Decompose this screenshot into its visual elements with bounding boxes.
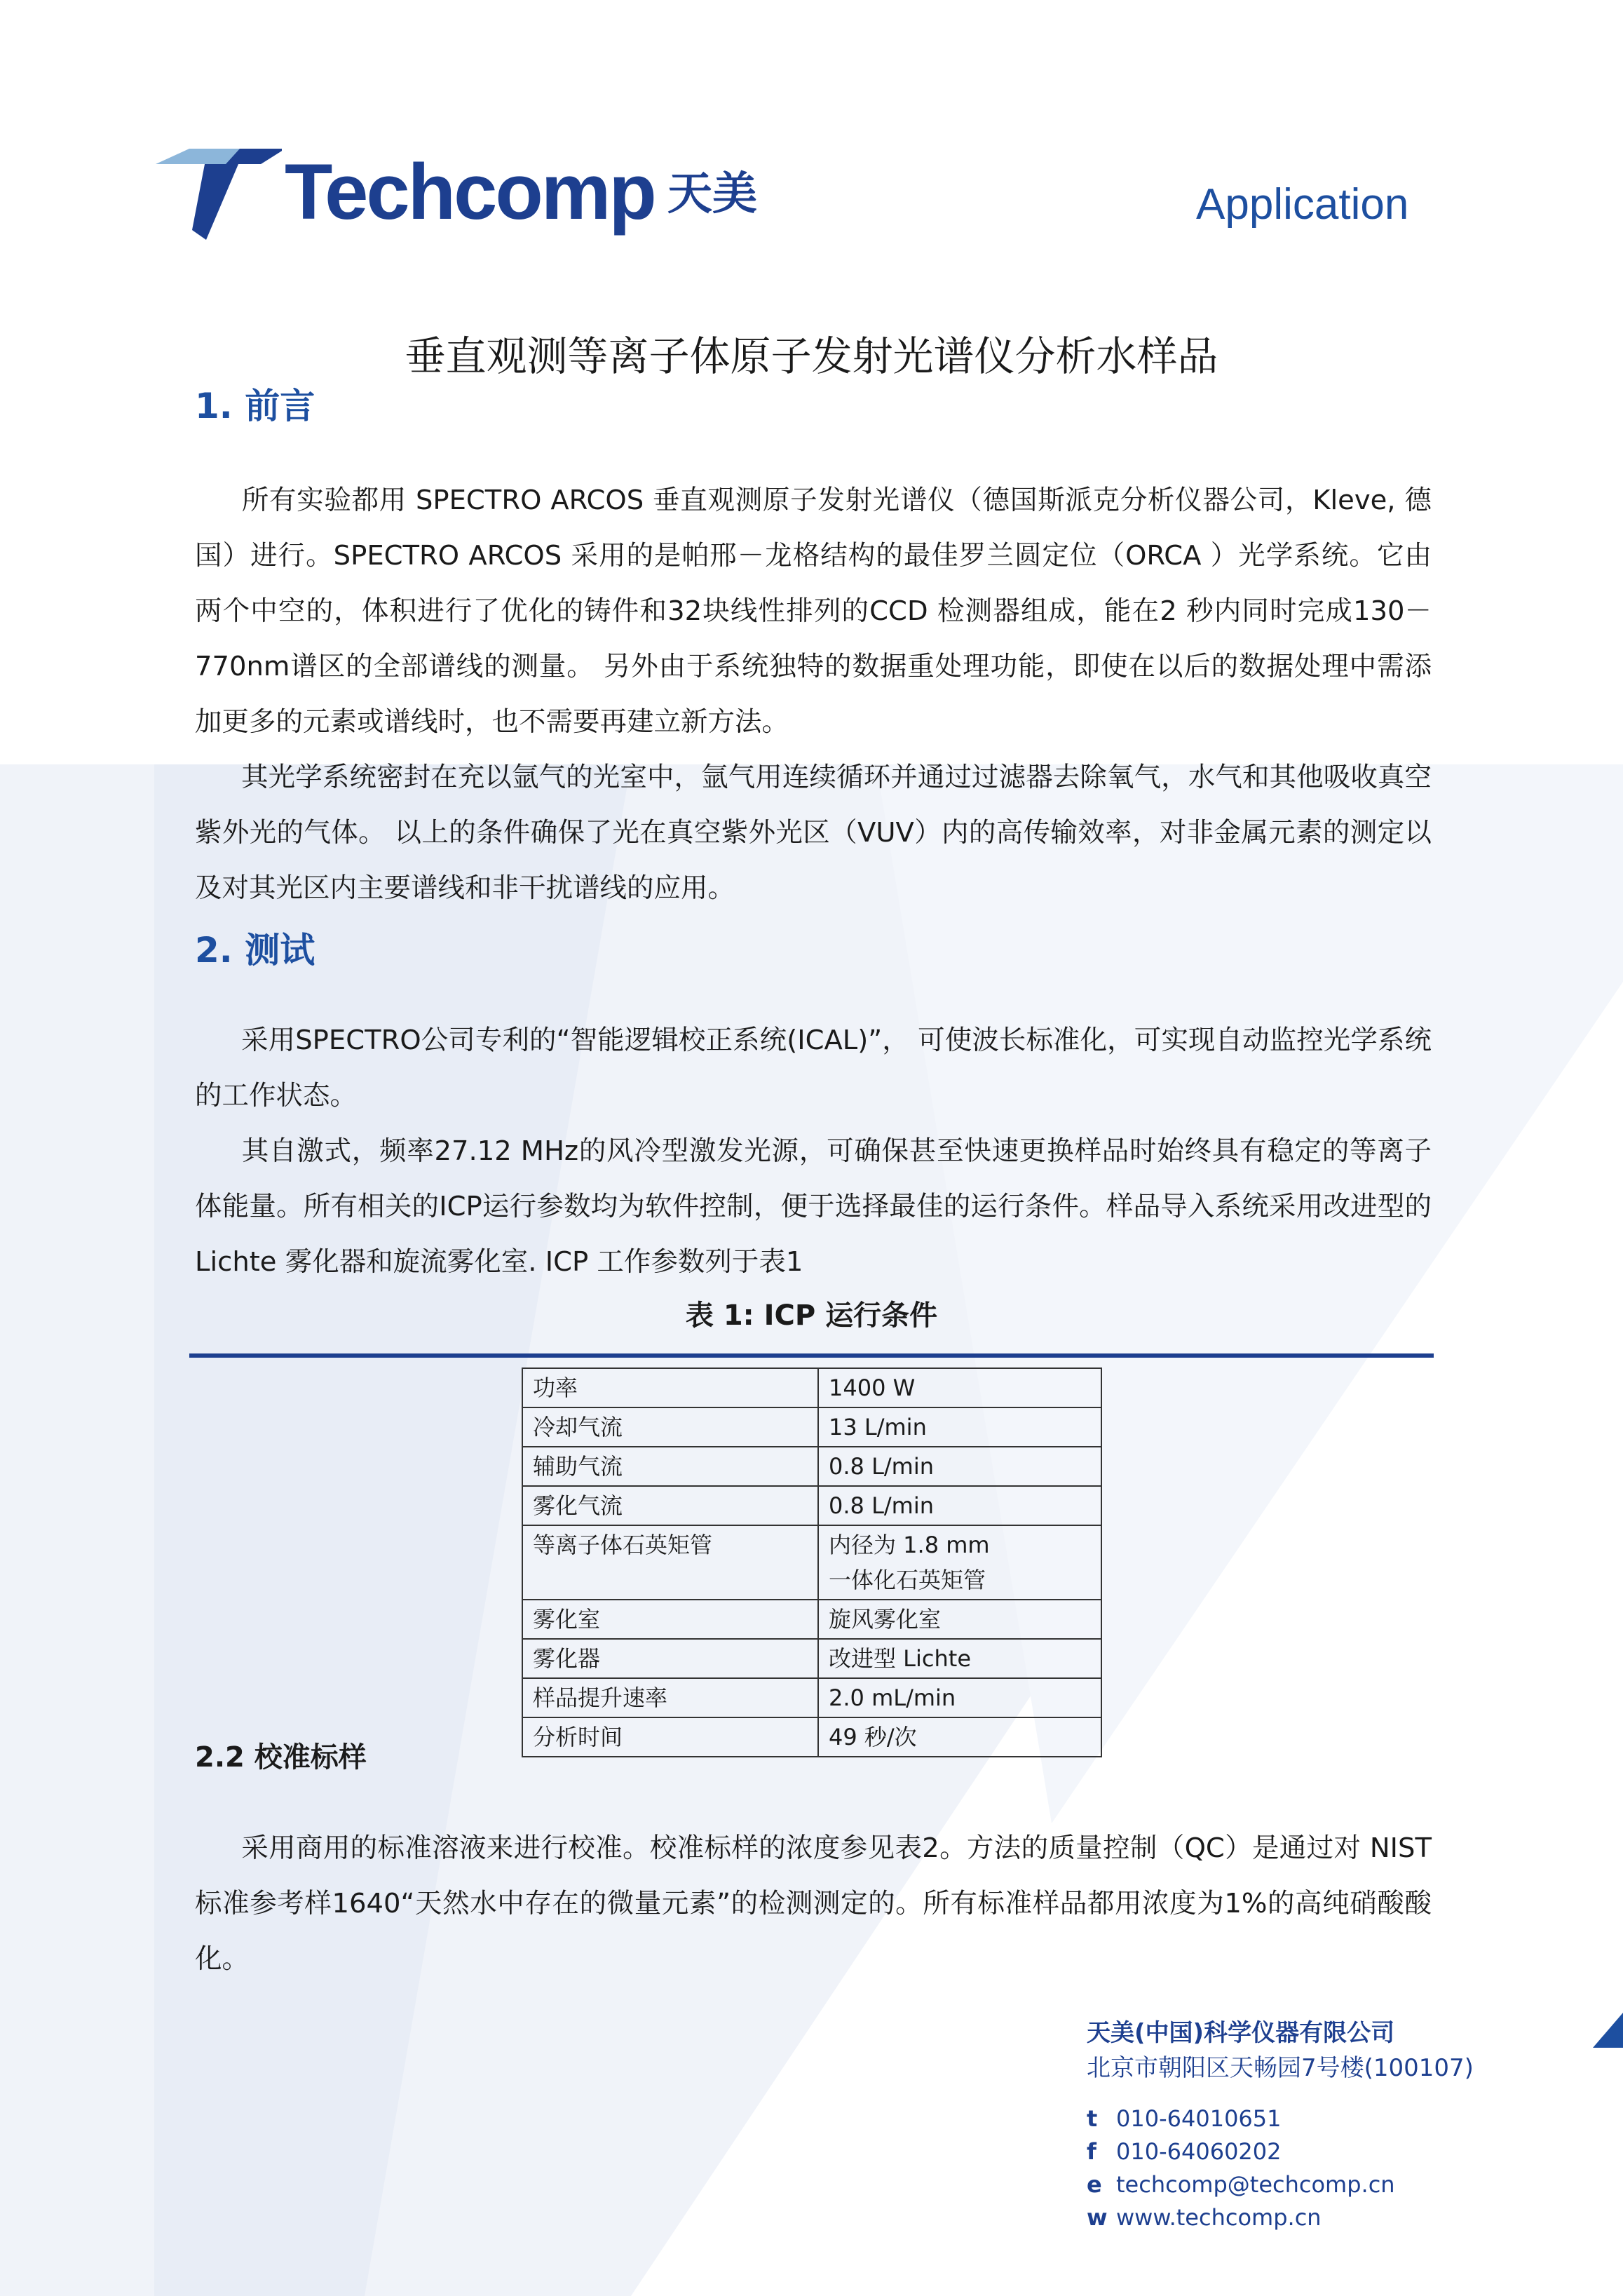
icp-parameters-table	[522, 1368, 1102, 1757]
document-title: 垂直观测等离子体原子发射光谱仪分析水样品	[405, 332, 1218, 380]
paragraph-test-1: 采用SPECTRO公司专利的“智能逻辑校正系统(ICAL)”， 可使波长标准化，可实现自动监控光学系统的工作状态。	[195, 1025, 1432, 1112]
table-row	[522, 1717, 1101, 1757]
table-cell-value: 1400 W	[818, 1368, 1101, 1407]
footer-fax-label: f	[1087, 2138, 1096, 2165]
section-heading-test: 2. 测试	[195, 930, 315, 971]
table-cell-line: 一体化石英矩管	[829, 1567, 986, 1593]
logo-mark-icon	[156, 149, 282, 240]
table-cell-value: 49 秒/次	[818, 1717, 1101, 1757]
logo-text: Techcomp	[285, 148, 655, 236]
techcomp-logo	[156, 149, 773, 240]
footer-web-label: w	[1087, 2204, 1108, 2231]
table-row	[522, 1525, 1101, 1600]
paragraph-preface-2: 其光学系统密封在充以氩气的光室中，氩气用连续循环并通过过滤器去除氧气，水气和其他吸收真空紫外光的气体。 以上的条件确保了光在真空紫外光区（VUV）内的高传输效率，对非金属元素的测定以及对其光区内主要谱线和非干扰谱线的应用。	[195, 762, 1432, 904]
table-cell-key: 雾化器	[522, 1639, 818, 1678]
paragraph-preface-1: 所有实验都用 SPECTRO ARCOS 垂直观测原子发射光谱仪（德国斯派克分析仪器公司，Kleve, 德国）进行。SPECTRO ARCOS 采用的是帕邢－龙格结构的最佳罗兰圆定位（ORCA ）光学系统。它由两个中空的，体积进行了优化的铸件和32块线性排列的CCD 检测器组成，能在2 秒内同时完成130－770nm谱区的全部谱线的测量。 另外由于系统独特的数据重处理功能，即使在以后的数据处理中需添加更多的元素或谱线时，也不需要再建立新方法。	[195, 485, 1432, 738]
table-cell-key: 冷却气流	[522, 1407, 818, 1447]
table-row	[522, 1639, 1101, 1678]
footer-address: 北京市朝阳区天畅园7号楼(100107)	[1087, 2054, 1474, 2082]
table-cell-key: 功率	[522, 1368, 818, 1407]
table-row	[522, 1368, 1101, 1407]
table-row	[522, 1407, 1101, 1447]
table-row	[522, 1600, 1101, 1639]
table-cell-key: 等离子体石英矩管	[522, 1525, 818, 1600]
table-cell-key: 雾化气流	[522, 1486, 818, 1525]
logo-chinese-text: 天美	[667, 168, 757, 220]
table-cell-line: 内径为 1.8 mm	[829, 1532, 990, 1558]
section-heading-calibration: 2.2 校准标样	[195, 1741, 367, 1774]
table-row	[522, 1486, 1101, 1525]
paragraph-calibration: 采用商用的标准溶液来进行校准。校准标样的浓度参见表2。方法的质量控制（QC）是通过对 NIST 标准参考样1640“天然水中存在的微量元素”的检测测定的。所有标准样品都用浓度为1%的高纯硝酸酸化。	[195, 1832, 1432, 1975]
table-cell-value: 0.8 L/min	[818, 1447, 1101, 1486]
footer-email-label: e	[1087, 2171, 1102, 2198]
table-caption: 表 1: ICP 运行条件	[685, 1299, 938, 1332]
footer-website[interactable]: w www.techcomp.cn	[1087, 2201, 1322, 2234]
paragraph-test-2: 其自激式，频率27.12 MHz的风冷型激发光源，可确保甚至快速更换样品时始终具有稳定的等离子体能量。所有相关的ICP运行参数均为软件控制，便于选择最佳的运行条件。样品导入系统采用改进型的Lichte 雾化器和旋流雾化室. ICP 工作参数列于表1	[195, 1135, 1432, 1278]
table-cell-key: 分析时间	[522, 1717, 818, 1757]
footer-email[interactable]: e techcomp@techcomp.cn	[1087, 2168, 1395, 2201]
table-cell-value: 旋风雾化室	[818, 1600, 1101, 1639]
section-heading-preface: 1. 前言	[195, 386, 315, 426]
table-cell-value	[818, 1525, 1101, 1600]
table-cell-value: 13 L/min	[818, 1407, 1101, 1447]
table-rule	[189, 1353, 1434, 1358]
table-cell-key: 雾化室	[522, 1600, 818, 1639]
footer-telephone: t 010-64010651	[1087, 2102, 1282, 2135]
table-cell-value: 改进型 Lichte	[818, 1639, 1101, 1678]
application-label: Application	[1196, 180, 1409, 229]
table-row	[522, 1447, 1101, 1486]
table-cell-key: 样品提升速率	[522, 1678, 818, 1717]
footer-tel-label: t	[1087, 2105, 1098, 2132]
table-row	[522, 1678, 1101, 1717]
footer-fax: f 010-64060202	[1087, 2135, 1282, 2168]
footer-company-name: 天美(中国)科学仪器有限公司	[1087, 2019, 1395, 2047]
table-cell-key: 辅助气流	[522, 1447, 818, 1486]
corner-triangle-icon	[1593, 2013, 1623, 2048]
table-cell-value: 0.8 L/min	[818, 1486, 1101, 1525]
table-cell-value: 2.0 mL/min	[818, 1678, 1101, 1717]
